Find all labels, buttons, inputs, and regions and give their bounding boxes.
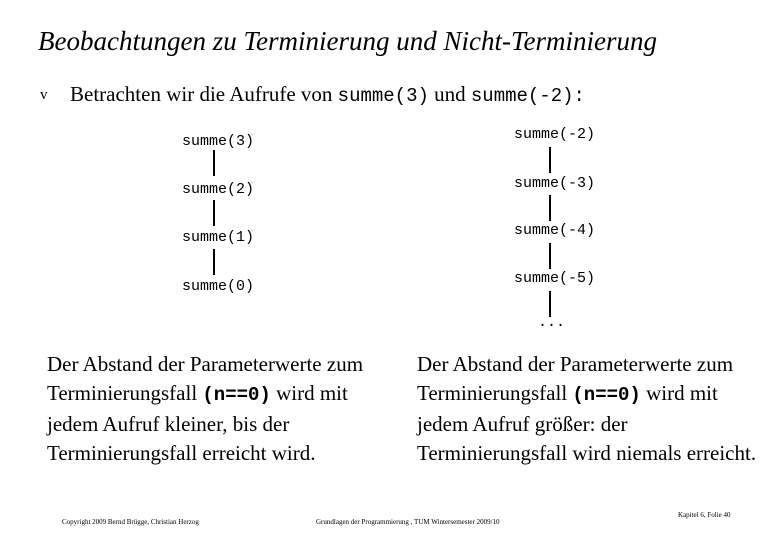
left-paragraph-part2: wird mit jedem Aufruf kleiner, bis der Terminierungsfall erreicht wird. (47, 381, 348, 465)
left-call-4: summe(0) (182, 278, 255, 295)
right-call-2: summe(-3) (514, 175, 596, 192)
right-connector-1 (549, 147, 551, 173)
left-call-3: summe(1) (182, 229, 255, 246)
footer-page-number: Kapitel 6, Folie 40 (678, 511, 731, 519)
bullet-intro (40, 82, 585, 107)
left-connector-2 (213, 200, 215, 226)
right-call-3: summe(-4) (514, 222, 596, 239)
right-paragraph-part1: Der Abstand der Parameterwerte zum Terminierungsfall (417, 352, 734, 405)
left-call-2: summe(2) (182, 181, 255, 198)
bullet-code-summe-minus-2: summe(-2): (470, 85, 585, 107)
bullet-text-before: Betrachten wir die Aufrufe von (70, 82, 333, 106)
left-paragraph (47, 350, 387, 468)
slide-title: Beobachtungen zu Terminierung und Nicht-Terminierung (38, 26, 657, 56)
left-paragraph-part1: Der Abstand der Parameterwerte zum Terminierungsfall (47, 352, 364, 405)
right-connector-3 (549, 243, 551, 269)
left-call-1: summe(3) (182, 133, 255, 150)
bullet-code-summe-3: summe(3) (337, 85, 429, 107)
footer-course: Grundlagen der Programmierung , TUM Wintersemester 2009/10 (316, 518, 500, 526)
bullet-marker: v (40, 87, 48, 103)
right-call-1: summe(-2) (514, 126, 596, 143)
left-paragraph-code: (n==0) (202, 384, 271, 406)
bullet-text-middle: und (434, 82, 466, 106)
right-paragraph (417, 350, 757, 468)
right-call-4: summe(-5) (514, 270, 596, 287)
right-paragraph-part2: wird mit jedem Aufruf größer: der Terminierungsfall wird niemals erreicht. (417, 381, 757, 465)
footer-copyright: Copyright 2009 Bernd Brügge, Christian Herzog (62, 518, 199, 526)
right-connector-2 (549, 195, 551, 221)
left-connector-3 (213, 249, 215, 275)
right-paragraph-code: (n==0) (572, 384, 641, 406)
right-ellipsis: ... (538, 314, 566, 331)
left-connector-1 (213, 150, 215, 176)
